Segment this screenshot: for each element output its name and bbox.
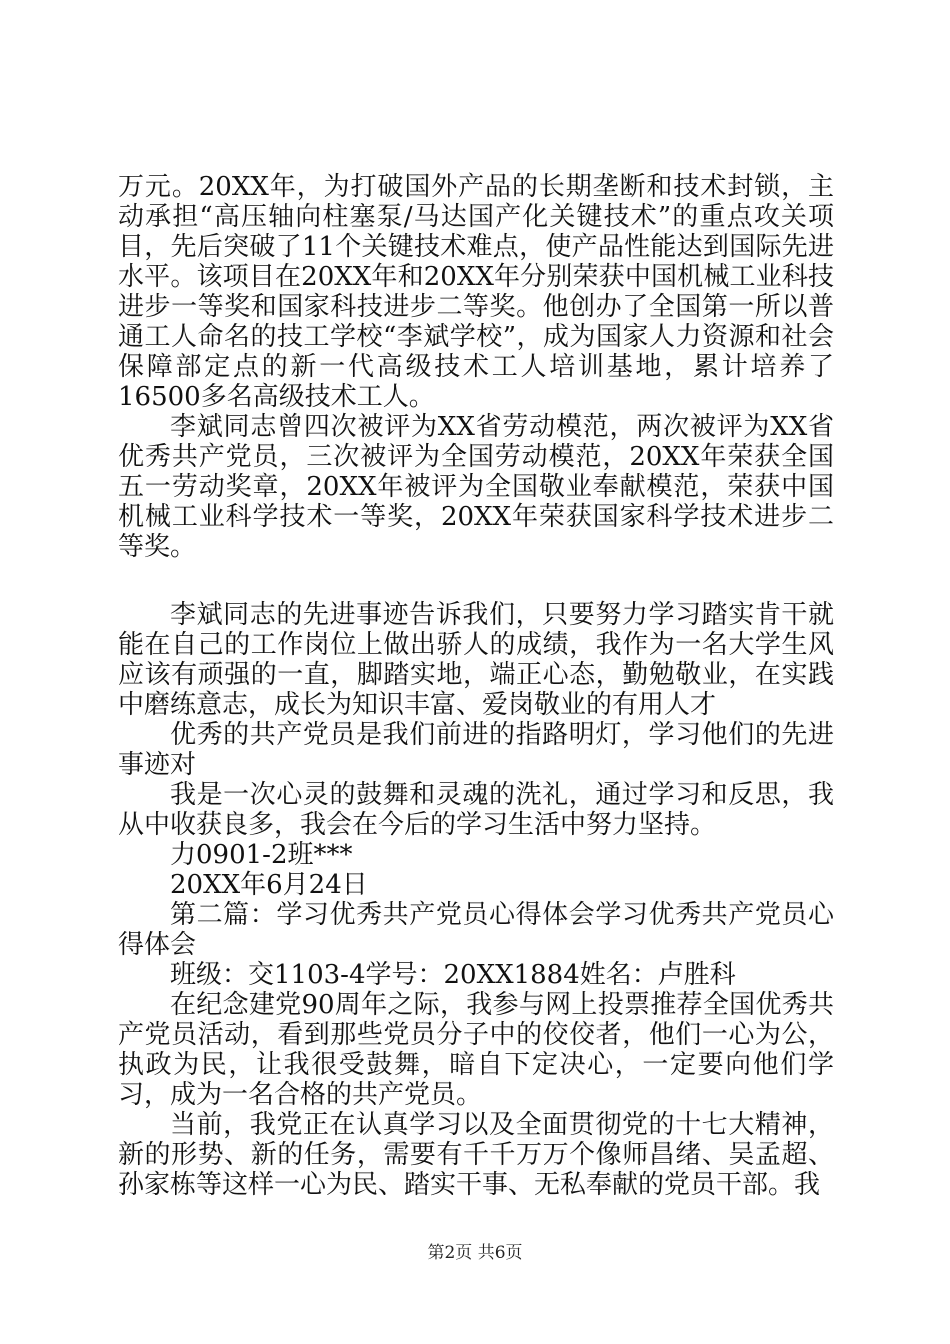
document-body: [118, 172, 834, 1200]
section-title: 第二篇：学习优秀共产党员心得体会学习优秀共产党员心得体会: [118, 900, 834, 960]
paragraph-3: 李斌同志的先进事迹告诉我们，只要努力学习踏实肯干就能在自己的工作岗位上做出骄人的成绩，我作为一名大学生风应该有顽强的一直，脚踏实地，端正心态，勤勉敬业，在实践中磨练意志，成长为知识丰富、爱岗敬业的有用人才: [118, 600, 834, 720]
paragraph-4: 优秀的共产党员是我们前进的指路明灯，学习他们的先进事迹对: [118, 720, 834, 780]
student-info: 班级：交1103-4学号：20XX1884姓名：卢胜科: [170, 960, 736, 990]
date-line: 20XX年6月24日: [170, 870, 368, 900]
paragraph-7: 当前，我党正在认真学习以及全面贯彻党的十七大精神，新的形势、新的任务，需要有千千万万个像师昌绪、吴孟超、孙家栋等这样一心为民、踏实干事、无私奉献的党员干部。我: [118, 1110, 834, 1200]
paragraph-2: 李斌同志曾四次被评为XX省劳动模范，两次被评为XX省优秀共产党员，三次被评为全国劳动模范，20XX年荣获全国五一劳动奖章，20XX年被评为全国敬业奉献模范，荣获中国机械工业科学技术一等奖，20XX年荣获国家科学技术进步二等奖。: [118, 412, 834, 562]
paragraph-6: 在纪念建党90周年之际，我参与网上投票推荐全国优秀共产党员活动，看到那些党员分子中的佼佼者，他们一心为公，执政为民，让我很受鼓舞，暗自下定决心，一定要向他们学习，成为一名合格的共产党员。: [118, 990, 834, 1110]
paragraph-5: 我是一次心灵的鼓舞和灵魂的洗礼，通过学习和反思，我从中收获良多，我会在今后的学习生活中努力坚持。: [118, 780, 834, 840]
class-signature: 力0901-2班***: [170, 840, 353, 870]
paragraph-1: 万元。20XX年，为打破国外产品的长期垄断和技术封锁，主动承担“高压轴向柱塞泵/马达国产化关键技术”的重点攻关项目，先后突破了11个关键技术难点，使产品性能达到国际先进水平。该项目在20XX年和20XX年分别荣获中国机械工业科技进步一等奖和国家科技进步二等奖。他创办了全国第一所以普通工人命名的技工学校“李斌学校”，成为国家人力资源和社会保障部定点的新一代高级技术工人培训基地，累计培养了16500多名高级技术工人。: [118, 172, 834, 412]
page-number-footer: 第2页 共6页: [427, 1243, 523, 1263]
